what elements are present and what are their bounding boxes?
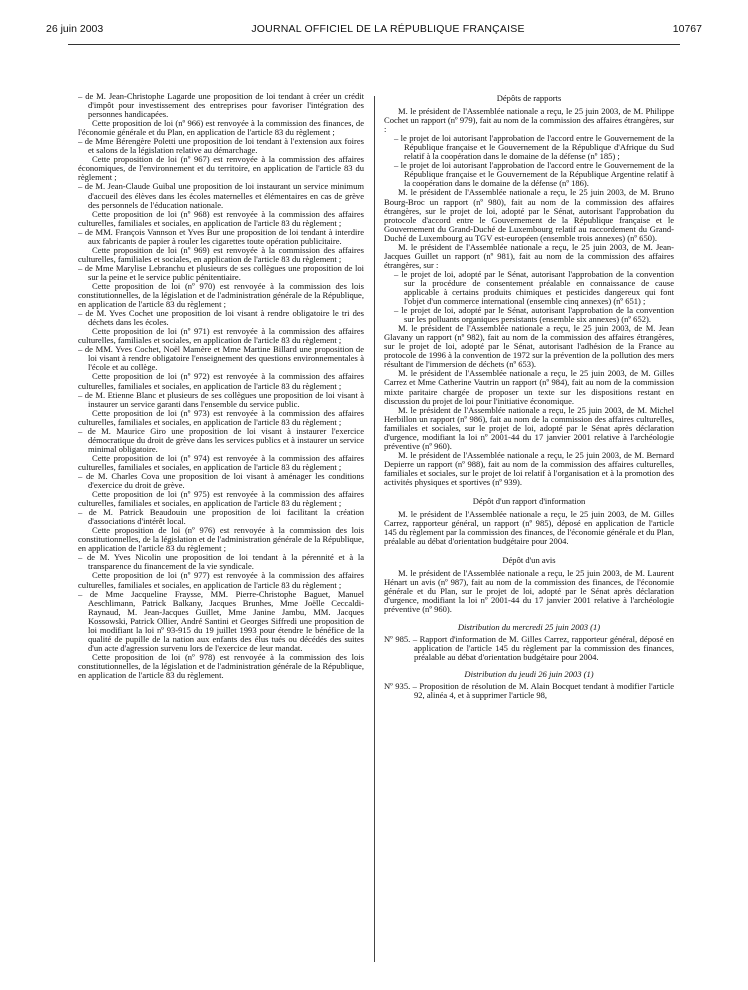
report-paragraph: M. le président de l'Assemblée nationale a reçu, le 25 juin 2003, de M. Bernard Depierre un rapport (nº 988), fait au nom de la commission des affaires culturelles, familiales et sociales, sur le projet de loi relatif à l'organisation et à la promotion des activités physiques et sportives (nº 939). (384, 449, 674, 487)
proposal-entry: – de M. Patrick Beaudouin une proposition de loi facilitant la création d'associations d'intérêt local. (78, 507, 364, 527)
right-column (384, 92, 674, 974)
header-date: 26 juin 2003 (46, 23, 104, 35)
report-subitem: – le projet de loi autorisant l'approbation de l'accord entre le Gouvernement de la République française et le Gouvernement de la République Argentine relatif à la coopération dans le domaine de la défense (nº 186). (394, 160, 674, 189)
header-title: JOURNAL OFFICIEL DE LA RÉPUBLIQUE FRANÇAISE (251, 23, 525, 35)
referral-text: Cette proposition de loi (nº 969) est renvoyée à la commission des affaires culturelles, familiales et sociales, en application de l'article 83 du règlement ; (78, 244, 364, 264)
proposal-entry: – de M. Charles Cova une proposition de loi visant à aménager les conditions d'exercice du droit de grève. (78, 470, 364, 491)
report-paragraph: M. le président de l'Assemblée nationale a reçu, le 25 juin 2003, de M. Gilles Carrez et Mme Catherine Vautrin un rapport (nº 984), fait au nom de la commission mixte paritaire chargée de proposer un texte sur les dispositions restant en discussion du projet de loi pour l'initiative économique. (384, 368, 674, 406)
referral-text: Cette proposition de loi (nº 977) est renvoyée à la commission des affaires culturelles, familiales et sociales, en application de l'article 83 du règlement ; (78, 570, 364, 590)
page-header (46, 22, 702, 36)
referral-text: Cette proposition de loi (nº 974) est renvoyée à la commission des affaires culturelles, familiales et sociales, en application de l'article 83 du règlement ; (78, 452, 364, 472)
referral-text: Cette proposition de loi (nº 978) est renvoyée à la commission des lois constitutionnelles, de la législation et de l'administration générale de la République, en application de l'article 83 du règlement. (78, 651, 364, 680)
proposal-entry: – de MM. Yves Cochet, Noël Mamère et Mme Martine Billard une proposition de loi visant à rendre obligatoire l'enseignement des questions environnementales à l'école et au collège. (78, 344, 364, 373)
section-heading-information-report: Dépôt d'un rapport d'information (472, 496, 586, 507)
proposal-entry: – de M. Maurice Giro une proposition de loi visant à instaurer l'exercice démocratique du droit de grève dans les services publics et à instaurer un service minimal obligatoire. (78, 425, 364, 454)
report-paragraph: M. le président de l'Assemblée nationale a reçu, le 25 juin 2003, de M. Michel Herbillon un rapport (nº 986), fait au nom de la commission des affaires culturelles, familiales et sociales, sur le projet de loi, adopté par le Sénat après déclaration d'urgence, modifiant la loi nº 2001-44 du 17 janvier 2001 relative à l'archéologie préventive (nº 960). (384, 404, 674, 451)
referral-text: Cette proposition de loi (nº 968) est renvoyée à la commission des affaires culturelles, familiales et sociales, en application de l'article 83 du règlement ; (78, 208, 364, 228)
referral-text: Cette proposition de loi (nº 967) est renvoyée à la commission des affaires économiques, de l'environnement et du territoire, en application de l'article 83 du règlement ; (78, 154, 364, 183)
left-column (78, 92, 364, 962)
referral-text: Cette proposition de loi (nº 971) est renvoyée à la commission des affaires culturelles, familiales et sociales, en application de l'article 83 du règlement ; (78, 326, 364, 346)
referral-text: Cette proposition de loi (nº 972) est renvoyée à la commission des affaires culturelles, familiales et sociales, en application de l'article 83 du règlement ; (78, 371, 364, 391)
report-paragraph: M. le président de l'Assemblée nationale a reçu, le 25 juin 2003, de M. Bruno Bourg-Broc un rapport (nº 980), fait au nom de la commission des affaires étrangères, sur le projet de loi, adopté par le Sénat, autorisant l'approbation du protocole d'accord entre le Gouvernement de la République française et le Gouvernement du Grand-Duché de Luxembourg relatif au raccordement du Grand-Duché de Luxembourg au TGV est-européen (ensemble trois annexes) (nº 650). (384, 187, 674, 243)
proposal-entry: – de Mme Bérengère Poletti une proposition de loi tendant à l'extension aux foires et salons de la législation relative au démarchage. (78, 136, 364, 156)
report-subitem: – le projet de loi, adopté par le Sénat, autorisant l'approbation de la convention sur les polluants organiques persistants (ensemble six annexes) (nº 652). (394, 305, 674, 325)
proposal-entry: – de M. Yves Cochet une proposition de loi visant à rendre obligatoire le tri des déchets dans les écoles. (78, 308, 364, 328)
proposal-entry: – de Mme Jacqueline Fraysse, MM. Pierre-Christophe Baguet, Manuel Aeschlimann, Patrick Balkany, Jacques Brunhes, Mme Joëlle Ceccaldi-Raynaud, M. Jean-Jacques Guillet, Mme Janine Jambu, MM. Jacques Kossowski, Patrick Ollier, André Santini et Georges Siffredi une proposition de loi modifiant la loi nº 93-915 du 19 juillet 1993 pour étendre le bénéfice de la qualité de pupille de la nation aux enfants des élus tués ou décédés des suites d'un acte d'agression survenu lors de l'exercice de leur mandat. (78, 588, 364, 653)
proposal-entry: – de Mme Marylise Lebranchu et plusieurs de ses collègues une proposition de loi sur la peine et le service public pénitentiaire. (78, 262, 364, 282)
header-page-number: 10767 (672, 23, 702, 35)
report-paragraph: M. le président de l'Assemblée nationale a reçu, le 25 juin 2003, de M. Philippe Cochet un rapport (nº 979), fait au nom de la commission des affaires étrangères, sur : (384, 106, 674, 135)
column-divider (374, 96, 375, 962)
proposal-entry: – de M. Jean-Christophe Lagarde une proposition de loi tendant à créer un crédit d'impôt pour investissement des entreprises pour favoriser l'intégration des personnes handicapées. (78, 92, 364, 120)
proposal-entry: – de M. Jean-Claude Guibal une proposition de loi instaurant un service minimum d'accueil des élèves dans les écoles maternelles et élémentaires en cas de grève des personnels de l'éducation nationale. (78, 181, 364, 210)
report-subitem: – le projet de loi autorisant l'approbation de l'accord entre le Gouvernement de la République française et le Gouvernement de la République d'Afrique du Sud relatif à la coopération dans le domaine de la défense (nº 185) ; (394, 133, 674, 162)
report-paragraph: M. le président de l'Assemblée nationale a reçu, le 25 juin 2003, de M. Laurent Hénart un avis (nº 987), fait au nom de la commission des finances, de l'économie générale et du Plan, sur le projet de loi, adopté par le Sénat après déclaration d'urgence, modifiant la loi nº 2001-44 du 17 janvier 2001 relative à l'archéologie préventive (nº 960). (384, 568, 674, 615)
distribution-heading-wednesday: Distribution du mercredi 25 juin 2003 (1) (457, 621, 601, 632)
report-paragraph: M. le président de l'Assemblée nationale a reçu, le 25 juin 2003, de M. Gilles Carrez, rapporteur général, un rapport (nº 985), déposé en application de l'article 145 du règlement par la commission des finances, de l'économie générale et du Plan, préalable au débat d'orientation budgétaire pour 2004. (384, 509, 674, 547)
report-subitem: – le projet de loi, adopté par le Sénat, autorisant l'approbation de la convention sur la procédure de consentement préalable en connaissance de cause applicable à certains produits chimiques et pesticides dangereux qui font l'objet d'un commerce international (ensemble cinq annexes) (nº 651) ; (394, 268, 674, 307)
referral-text: Cette proposition de loi (nº 975) est renvoyée à la commission des affaires culturelles, familiales et sociales, en application de l'article 83 du règlement ; (78, 489, 364, 509)
distribution-item: Nº 985. – Rapport d'information de M. Gilles Carrez, rapporteur général, déposé en application de l'article 145 du règlement par la commission des finances, préalable au débat d'orientation budgétaire pour 2004. (384, 633, 674, 662)
header-rule (68, 44, 680, 45)
proposal-entry: – de M. Etienne Blanc et plusieurs de ses collègues une proposition de loi visant à instaurer un service garanti dans l'ensemble du service public. (78, 389, 364, 409)
report-sublist (384, 270, 674, 324)
referral-text: Cette proposition de loi (nº 970) est renvoyée à la commission des lois constitutionnelles, de la législation et de l'administration générale de la République, en application de l'article 83 du règlement ; (78, 280, 364, 310)
proposal-entry: – de MM. François Vannson et Yves Bur une proposition de loi tendant à interdire aux fabricants de papier à rouler les cigarettes toute opération publicitaire. (78, 226, 364, 246)
referral-text: Cette proposition de loi (nº 973) est renvoyée à la commission des affaires culturelles, familiales et sociales, en application de l'article 83 du règlement ; (78, 407, 364, 427)
section-heading-opinion: Dépôt d'un avis (502, 555, 556, 566)
report-paragraph: M. le président de l'Assemblée nationale a reçu, le 25 juin 2003, de M. Jean-Jacques Guillet un rapport (nº 981), fait au nom de la commission des affaires étrangères, sur : (384, 241, 674, 270)
section-heading-reports: Dépôts de rapports (496, 93, 562, 103)
distribution-heading-thursday: Distribution du jeudi 26 juin 2003 (1) (464, 668, 594, 679)
proposal-entry: – de M. Yves Nicolin une proposition de loi tendant à la pérennité et à la transparence du financement de la vie syndicale. (78, 552, 364, 572)
referral-text: Cette proposition de loi (nº 966) est renvoyée à la commission des finances, de l'économie générale et du Plan, en application de l'article 83 du règlement ; (78, 118, 364, 138)
referral-text: Cette proposition de loi (nº 976) est renvoyée à la commission des lois constitutionnelles, de la législation et de l'administration générale de la République, en application de l'article 83 du règlement ; (78, 525, 364, 554)
report-sublist (384, 134, 674, 188)
distribution-item: Nº 935. – Proposition de résolution de M. Alain Bocquet tendant à modifier l'article 92, alinéa 4, et à supprimer l'article 98, (384, 680, 674, 700)
report-paragraph: M. le président de l'Assemblée nationale a reçu, le 25 juin 2003, de M. Jean Glavany un rapport (nº 982), fait au nom de la commission des affaires étrangères, sur le projet de loi, adopté par le Sénat, autorisant l'adhésion de la France au protocole de 1996 à la convention de 1972 sur la prévention de la pollution des mers résultant de l'immersion de déchets (nº 653). (384, 323, 674, 370)
